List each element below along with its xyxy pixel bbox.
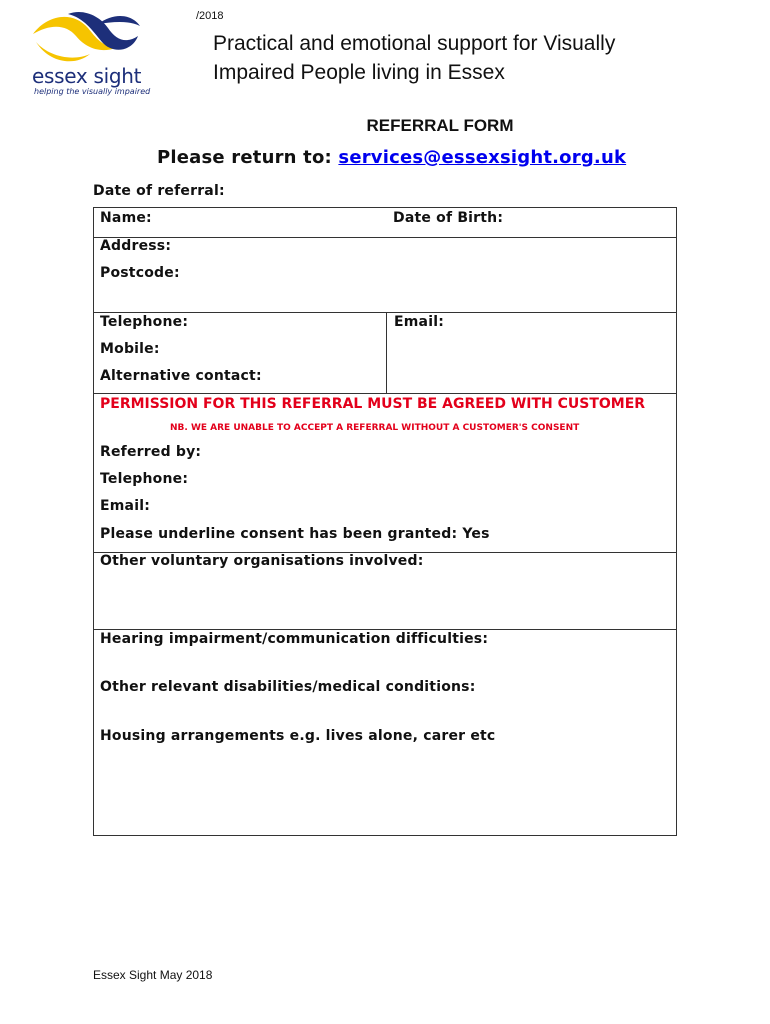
date-of-birth-label: Date of Birth:: [393, 210, 504, 226]
referrer-telephone-label: Telephone:: [100, 471, 189, 487]
alternative-contact-label: Alternative contact:: [100, 368, 262, 384]
contact-divider: [386, 312, 387, 394]
referred-by-label: Referred by:: [100, 444, 202, 460]
headline-line-1: Practical and emotional support for Visually: [213, 32, 616, 55]
mobile-label: Mobile:: [100, 341, 160, 357]
voluntary-orgs-label: Other voluntary organisations involved:: [100, 553, 424, 569]
headline-line-2: Impaired People living in Essex: [213, 61, 505, 84]
consent-notice: NB. WE ARE UNABLE TO ACCEPT A REFERRAL WITHOUT A CUSTOMER'S CONSENT: [170, 423, 580, 433]
logo-yellow-tail: [36, 42, 90, 61]
address-box: [93, 237, 677, 313]
form-title: REFERRAL FORM: [366, 116, 514, 135]
name-label: Name:: [100, 210, 152, 226]
return-instruction: [157, 147, 626, 168]
return-email-link[interactable]: services@essexsight.org.uk: [338, 147, 627, 168]
return-prefix: Please return to:: [157, 147, 339, 168]
disabilities-label: Other relevant disabilities/medical conditions:: [100, 679, 476, 695]
logo-wordmark: essex sight: [32, 64, 142, 88]
housing-label: Housing arrangements e.g. lives alone, carer etc: [100, 728, 496, 744]
postcode-label: Postcode:: [100, 265, 180, 281]
email-label: Email:: [394, 314, 444, 330]
referrer-email-label: Email:: [100, 498, 150, 514]
address-label: Address:: [100, 238, 172, 254]
consent-line: Please underline consent has been granted: Yes: [100, 526, 490, 542]
telephone-label: Telephone:: [100, 314, 189, 330]
permission-notice: PERMISSION FOR THIS REFERRAL MUST BE AGREED WITH CUSTOMER: [100, 396, 646, 412]
date-of-referral-label: Date of referral:: [93, 183, 225, 199]
hearing-label: Hearing impairment/communication difficulties:: [100, 631, 489, 647]
headline: [213, 29, 713, 87]
footer-text: Essex Sight May 2018: [93, 968, 213, 982]
name-row-box: [93, 207, 677, 238]
logo-tagline: helping the visually impaired: [34, 87, 151, 96]
date-stamp: /2018: [196, 10, 224, 22]
